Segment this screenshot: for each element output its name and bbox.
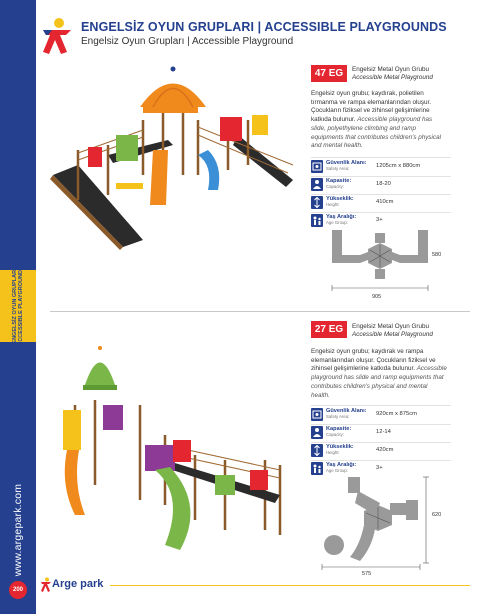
spec-divider [311,405,451,406]
spec-divider [311,442,451,443]
description-en: Accessible playground has slide, polyethylene climbing and ramp equipments that contributes children's physical and mental health. [311,116,442,150]
spec-value: 920cm x 875cm [376,411,417,417]
floor-plan-27eg [320,475,430,570]
spec-value: 1205cm x 880cm [376,163,421,169]
spec-label-en: Height: [326,450,340,455]
age-group-icon [311,214,323,227]
plan-width-label: 575 [362,571,372,577]
spec-label: Yükseklik: [326,196,354,202]
floor-plan-47eg [330,225,430,295]
product-image-27eg[interactable] [55,345,295,570]
product-name-tr: Engelsiz Metal Oyun Grubu [352,66,429,73]
safety-area-icon [311,408,323,421]
spec-label: Yaş Aralığı: [326,462,357,468]
spec-divider [311,212,451,213]
spec-divider [311,460,451,461]
spec-label-en: Age Group: [326,468,348,473]
spec-value: 18-20 [376,181,391,187]
spec-label: Güvenlik Alanı: [326,160,367,166]
height-icon [311,444,323,457]
spec-value: 410cm [376,199,394,205]
spec-list [311,405,451,475]
footer-rule [110,585,470,586]
spec-divider [311,157,451,158]
category-tab-label [12,266,24,345]
footer-brand[interactable]: Arge park [52,578,104,590]
spec-divider [311,424,451,425]
product-image-47eg[interactable] [48,65,296,250]
spec-value: 3+ [376,465,383,471]
description-en: Accessible playground has slide and ramp equipments that contributes children's physical and mental health. [311,365,447,399]
product-name-tr: Engelsiz Metal Oyun Grubu [352,323,429,330]
product-code-badge: 47 EG [311,65,347,82]
page-number: 200 [9,581,27,599]
category-tab-line1: ENGELSİZ OYUN GRUPLARI [12,268,18,344]
spec-label: Yükseklik: [326,444,354,450]
spec-label: Yaş Aralığı: [326,214,357,220]
spec-list [311,157,451,227]
spec-value: 3+ [376,217,383,223]
spec-label: Kapasite: [326,178,352,184]
spec-label-en: Capacity: [326,184,344,189]
product-name-en: Accessible Metal Playground [352,331,433,338]
spec-label-en: Safety Area: [326,414,350,419]
product-code-badge: 27 EG [311,321,347,338]
capacity-icon [311,178,323,191]
spec-value: 12-14 [376,429,391,435]
spec-divider [311,176,451,177]
product-description [311,90,447,151]
spec-label: Güvenlik Alanı: [326,408,367,414]
section-divider [50,311,470,312]
spec-divider [311,194,451,195]
spec-label-en: Capacity: [326,432,344,437]
plan-width-label: 905 [372,294,382,300]
plan-height-label: 620 [432,512,442,518]
category-tab-line2: ACCESSIBLE PLAYGROUNDS [18,266,24,346]
page-title: ENGELSİZ OYUN GRUPLARI | ACCESSIBLE PLAYGROUNDS [81,20,447,34]
page-subtitle: Engelsiz Oyun Grupları | Accessible Playground [81,36,294,47]
plan-height-label: 580 [432,252,442,258]
product-name-en: Accessible Metal Playground [352,74,433,81]
description-tr: Engelsiz oyun grubu; kaydırak ve rampa elemanlarından oluşur. Çocukların fiziksel ve zihinsel gelişimlerine katkıda bulunur. [311,348,436,373]
spec-label-en: Height: [326,202,340,207]
footer-logo-icon [40,577,52,592]
height-icon [311,196,323,209]
capacity-icon [311,426,323,439]
spec-label-en: Safety Area: [326,166,350,171]
website-url[interactable]: www.argepark.com [12,483,24,577]
description-tr: Engelsiz oyun grubu; kaydırak, polietilen tırmanma ve rampa elemanlarından oluşur. Çocukların fiziksel ve zihinsel gelişimlerine katkıda bulunur. [311,90,432,124]
spec-value: 420cm [376,447,394,453]
safety-area-icon [311,160,323,173]
product-description [311,348,447,400]
spec-label-en: Age Group: [326,220,348,225]
brand-logo-icon [40,16,74,56]
spec-label: Kapasite: [326,426,352,432]
age-group-icon [311,462,323,475]
